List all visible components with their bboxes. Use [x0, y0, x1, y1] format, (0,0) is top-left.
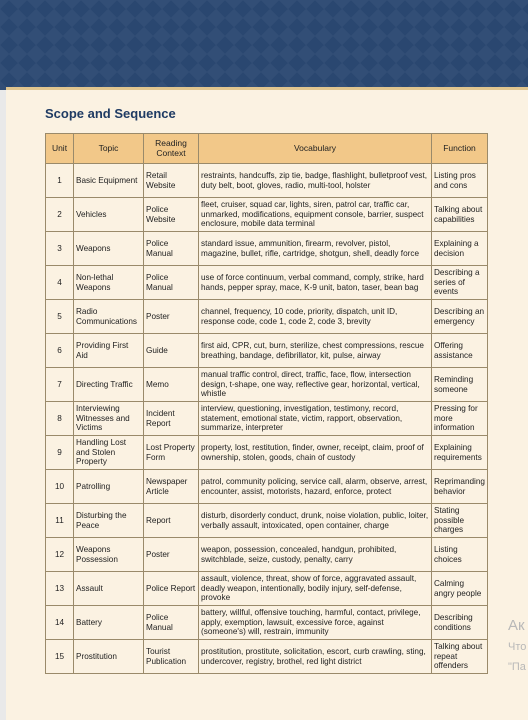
table-row [46, 164, 488, 198]
cell-unit: 10 [46, 470, 74, 504]
cell-vocabulary: channel, frequency, 10 code, priority, dispatch, unit ID, response code, code 1, code 2, code 3, brevity [199, 300, 432, 334]
table-row [46, 402, 488, 436]
cell-topic: Patrolling [74, 470, 144, 504]
cell-topic: Providing First Aid [74, 334, 144, 368]
cell-vocabulary: battery, willful, offensive touching, harmful, contact, privilege, apply, exemption, lawsuit, excessive force, against (someone's) will, restrain, immunity [199, 606, 432, 640]
cell-context: Report [144, 504, 199, 538]
cell-context: Lost Property Form [144, 436, 199, 470]
table-row [46, 300, 488, 334]
table-row [46, 504, 488, 538]
cell-function: Describing an emergency [432, 300, 488, 334]
page-title: Scope and Sequence [45, 106, 176, 121]
cell-unit: 1 [46, 164, 74, 198]
cell-vocabulary: weapon, possession, concealed, handgun, prohibited, switchblade, seize, custody, penalty, carry [199, 538, 432, 572]
cell-unit: 2 [46, 198, 74, 232]
cell-unit: 13 [46, 572, 74, 606]
cell-topic: Vehicles [74, 198, 144, 232]
cell-function: Describing a series of events [432, 266, 488, 300]
page [6, 87, 528, 720]
cell-topic: Interviewing Witnesses and Victims [74, 402, 144, 436]
cell-function: Calming angry people [432, 572, 488, 606]
cell-function: Talking about repeat offenders [432, 640, 488, 674]
cell-context: Police Manual [144, 266, 199, 300]
cell-unit: 5 [46, 300, 74, 334]
header-band [0, 0, 528, 90]
side-overlay-line-1: Ак [508, 617, 525, 634]
cell-topic: Directing Traffic [74, 368, 144, 402]
cell-function: Describing conditions [432, 606, 488, 640]
table-row [46, 232, 488, 266]
cell-context: Incident Report [144, 402, 199, 436]
table-row [46, 606, 488, 640]
column-header-context: Reading Context [144, 134, 199, 164]
cell-unit: 14 [46, 606, 74, 640]
cell-unit: 8 [46, 402, 74, 436]
cell-function: Explaining a decision [432, 232, 488, 266]
cell-function: Explaining requirements [432, 436, 488, 470]
cell-topic: Radio Communications [74, 300, 144, 334]
table-row [46, 368, 488, 402]
scope-sequence-table [45, 133, 488, 674]
cell-function: Listing pros and cons [432, 164, 488, 198]
cell-context: Poster [144, 538, 199, 572]
cell-vocabulary: use of force continuum, verbal command, comply, strike, hard hands, pepper spray, mace, K-9 unit, baton, taser, bean bag [199, 266, 432, 300]
cell-topic: Prostitution [74, 640, 144, 674]
cell-vocabulary: interview, questioning, investigation, testimony, record, statement, emotional state, victim, rapport, observation, summarize, interpreter [199, 402, 432, 436]
table-row [46, 334, 488, 368]
cell-function: Pressing for more information [432, 402, 488, 436]
cell-topic: Handling Lost and Stolen Property [74, 436, 144, 470]
cell-function: Listing choices [432, 538, 488, 572]
table-row [46, 538, 488, 572]
cell-unit: 11 [46, 504, 74, 538]
cell-topic: Basic Equipment [74, 164, 144, 198]
cell-unit: 4 [46, 266, 74, 300]
cell-context: Police Manual [144, 232, 199, 266]
cell-topic: Weapons Possession [74, 538, 144, 572]
cell-function: Reprimanding behavior [432, 470, 488, 504]
table-row [46, 640, 488, 674]
table-row [46, 198, 488, 232]
side-overlay-line-3: "Па [508, 661, 526, 673]
cell-topic: Assault [74, 572, 144, 606]
column-header-function: Function [432, 134, 488, 164]
cell-context: Police Website [144, 198, 199, 232]
cell-context: Memo [144, 368, 199, 402]
table-row [46, 470, 488, 504]
cell-vocabulary: restraints, handcuffs, zip tie, badge, flashlight, bulletproof vest, duty belt, boot, gloves, radio, multi-tool, holster [199, 164, 432, 198]
cell-vocabulary: standard issue, ammunition, firearm, revolver, pistol, magazine, bullet, rifle, cartridge, shotgun, shell, deadly force [199, 232, 432, 266]
cell-topic: Non-lethal Weapons [74, 266, 144, 300]
cell-unit: 7 [46, 368, 74, 402]
cell-context: Tourist Publication [144, 640, 199, 674]
cell-function: Stating possible charges [432, 504, 488, 538]
cell-vocabulary: fleet, cruiser, squad car, lights, siren, patrol car, traffic car, unmarked, modifications, equipment console, barrier, suspect enclosure, mobile data terminal [199, 198, 432, 232]
side-overlay-line-2: Что [508, 641, 527, 653]
table-row [46, 572, 488, 606]
cell-unit: 12 [46, 538, 74, 572]
cell-function: Talking about capabilities [432, 198, 488, 232]
column-header-unit: Unit [46, 134, 74, 164]
cell-topic: Battery [74, 606, 144, 640]
column-header-vocabulary: Vocabulary [199, 134, 432, 164]
cell-vocabulary: prostitution, prostitute, solicitation, escort, curb crawling, sting, undercover, registry, brothel, red light district [199, 640, 432, 674]
cell-topic: Disturbing the Peace [74, 504, 144, 538]
cell-context: Newspaper Article [144, 470, 199, 504]
cell-vocabulary: property, lost, restitution, finder, owner, receipt, claim, proof of ownership, stolen, goods, chain of custody [199, 436, 432, 470]
cell-vocabulary: first aid, CPR, cut, burn, sterilize, chest compressions, rescue breathing, bandage, defibrillator, kit, pulse, airway [199, 334, 432, 368]
cell-unit: 15 [46, 640, 74, 674]
cell-vocabulary: manual traffic control, direct, traffic, face, flow, intersection design, t-shape, one way, reflective gear, horizontal, vertical, whistle [199, 368, 432, 402]
cell-context: Police Manual [144, 606, 199, 640]
cell-topic: Weapons [74, 232, 144, 266]
table-row [46, 436, 488, 470]
table-header-row [46, 134, 488, 164]
cell-vocabulary: patrol, community policing, service call, alarm, observe, arrest, encounter, assist, motorists, hazard, enforce, protect [199, 470, 432, 504]
cell-context: Guide [144, 334, 199, 368]
cell-unit: 9 [46, 436, 74, 470]
cell-unit: 6 [46, 334, 74, 368]
table-row [46, 266, 488, 300]
cell-function: Offering assistance [432, 334, 488, 368]
cell-unit: 3 [46, 232, 74, 266]
column-header-topic: Topic [74, 134, 144, 164]
table-body [46, 164, 488, 674]
cell-function: Reminding someone [432, 368, 488, 402]
cell-context: Police Report [144, 572, 199, 606]
cell-vocabulary: disturb, disorderly conduct, drunk, noise violation, public, loiter, verbally assault, intoxicated, open container, charge [199, 504, 432, 538]
cell-vocabulary: assault, violence, threat, show of force, aggravated assault, deadly weapon, intentionally, bodily injury, self-defense, provoke [199, 572, 432, 606]
cell-context: Retail Website [144, 164, 199, 198]
cell-context: Poster [144, 300, 199, 334]
